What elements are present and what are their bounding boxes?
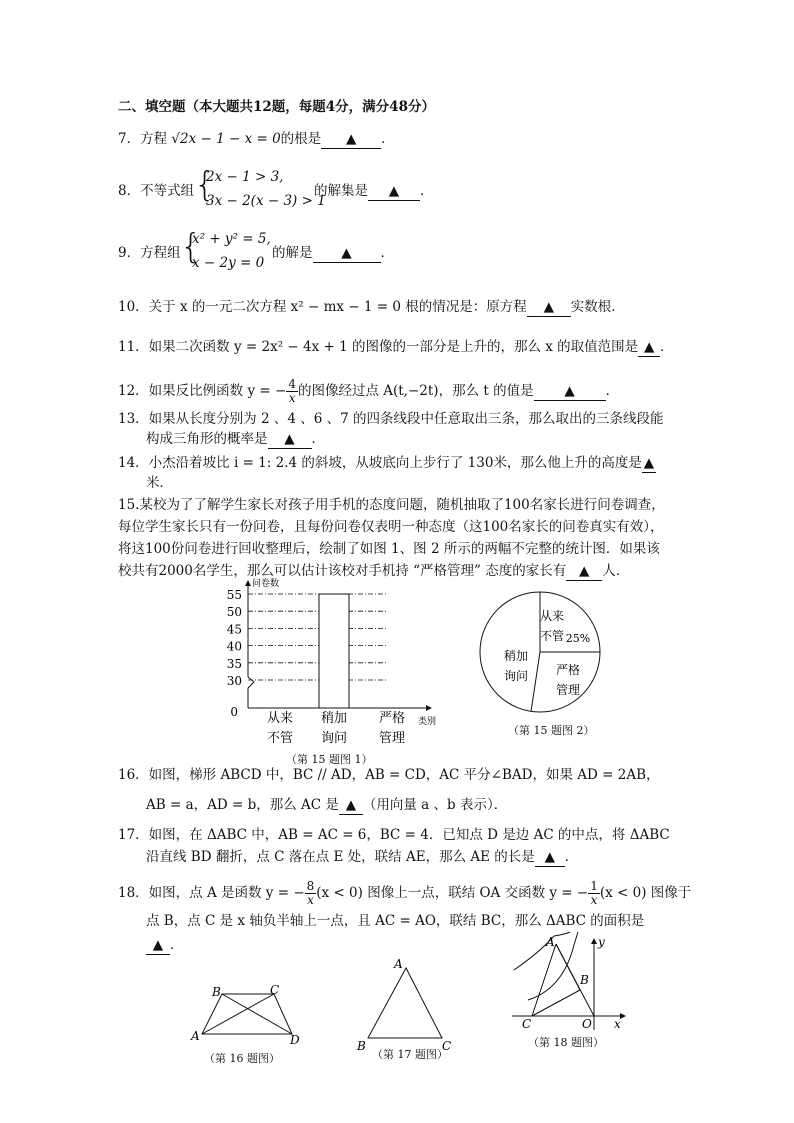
q9-brace: { bbox=[180, 227, 202, 267]
q12-frac-num: 4 bbox=[288, 377, 296, 391]
q17-line2: 沿直线 BD 翻折，点 C 落在点 E 处，联结 AE，那么 AE 的长是 ▲ ． bbox=[146, 849, 579, 865]
blank-mark: ▲ bbox=[579, 563, 590, 579]
category-label-0-0: 从来 bbox=[266, 711, 294, 726]
q9-answer-blank[interactable] bbox=[313, 244, 381, 263]
blank-mark: ▲ bbox=[345, 131, 357, 147]
tick-label-45: 45 bbox=[226, 622, 242, 637]
q12-answer-blank[interactable] bbox=[534, 382, 606, 401]
q18-fraction-2 bbox=[588, 880, 600, 907]
q18-mid: (x < 0) 图像上一点，联结 OA 交函数 y = − bbox=[316, 885, 589, 901]
slice-label-1-1: 询问 bbox=[503, 669, 529, 683]
q17-line2-text: 沿直线 BD 翻折，点 C 落在点 E 处，联结 AE，那么 AE 的长是 bbox=[146, 849, 535, 865]
x-axis-label: 类别 bbox=[418, 717, 437, 727]
label-a: A bbox=[191, 1029, 200, 1043]
fig17-caption: （第 17 题图） bbox=[372, 1048, 448, 1061]
q9-pre: 方程组 bbox=[140, 245, 181, 261]
q9-suffix: 的解是 ▲ ． bbox=[272, 245, 394, 261]
q14-line1-text: 14．小杰沿着坡比 i = 1: 2.4 的斜坡，从坡底向上步行了 130米，那么他上升的高度是 bbox=[118, 455, 642, 471]
blank-mark: ▲ bbox=[152, 937, 164, 953]
fig1-caption: （第 15 题图 1） bbox=[286, 753, 373, 766]
q9-line1: x² + y² = 5, bbox=[192, 231, 271, 247]
section-title: 二、填空题（本大题共12题，每题4分，满分48分） bbox=[118, 99, 435, 115]
bar-1 bbox=[319, 594, 349, 708]
q12-frac-den: x bbox=[288, 391, 296, 405]
q15-line2: 每位学生家长只有一份问卷，且每份问卷仅表明一种态度（这100名家长的问卷真实有效）， bbox=[118, 519, 664, 535]
slice-label-2-0: 严格 bbox=[555, 663, 581, 677]
q8-post: 的解集是 bbox=[314, 183, 368, 199]
q18-f2-num: 1 bbox=[590, 879, 598, 893]
category-label-0-1: 不管 bbox=[266, 731, 294, 746]
blank-mark: ▲ bbox=[284, 431, 295, 447]
q7-suffix: 的根是 bbox=[280, 131, 322, 147]
q8-pre: 不等式组 bbox=[140, 183, 195, 199]
category-label-2-1: 管理 bbox=[378, 731, 406, 746]
tick-label-55: 55 bbox=[226, 588, 242, 602]
blank-mark: ▲ bbox=[643, 455, 655, 471]
q14-line1 bbox=[118, 454, 656, 473]
q13-answer-blank[interactable] bbox=[268, 430, 312, 449]
q8-brace: { bbox=[194, 165, 216, 205]
q15-line4-post: 人． bbox=[602, 563, 630, 579]
trapezoid-outline bbox=[202, 994, 292, 1034]
q18-line2: 点 B，点 C 是 x 轴负半轴上一点，且 AC = AO，联结 BC，那么 ΔABC 的面积是 bbox=[146, 913, 645, 929]
q8-prefix bbox=[118, 182, 194, 200]
fig16-caption: （第 16 题图） bbox=[204, 1052, 280, 1065]
y-axis-label: 问卷数 bbox=[252, 579, 280, 589]
q15-line3: 将这100份问卷进行回收整理后，绘制了如图 1、图 2 所示的两幅不完整的统计图．如果该 bbox=[118, 541, 660, 557]
q15-line1: 15.某校为了了解学生家长对孩子用手机的态度问题，随机抽取了100名家长进行问卷调查， bbox=[118, 497, 665, 513]
q15-answer-blank[interactable] bbox=[566, 562, 602, 581]
y-axis-break bbox=[248, 677, 254, 688]
hyperbola-8-lower bbox=[554, 932, 570, 936]
q9-line2: x − 2y = 0 bbox=[192, 255, 265, 271]
q15-line4-text: 校共有2000名学生，那么可以估计该校对手机持 “严格管理” 态度的家长有 bbox=[118, 563, 567, 579]
slice-label-0-1: 不管 bbox=[539, 629, 565, 643]
q13-line1: 13．如果从长度分别为 2 、4 、6 、7 的四条线段中任意取出三条，那么取出的三条线段能 bbox=[118, 411, 664, 427]
q17-answer-blank[interactable] bbox=[535, 848, 565, 867]
label-o: O bbox=[582, 1017, 592, 1031]
segment-ab bbox=[556, 944, 580, 990]
q12-fraction bbox=[286, 378, 298, 405]
tick-label-35: 35 bbox=[226, 656, 242, 671]
y-axis-arrow bbox=[591, 938, 597, 944]
figure-16-trapezoid bbox=[188, 982, 308, 1052]
diagonal-ac bbox=[202, 994, 274, 1034]
blank-mark: ▲ bbox=[544, 849, 555, 865]
label-d: D bbox=[290, 1033, 300, 1047]
pie-chart-fig2 bbox=[478, 590, 604, 716]
tick-label-50: 50 bbox=[226, 605, 242, 620]
q11-answer-blank[interactable] bbox=[638, 338, 660, 357]
q10-text: 10．关于 x 的一元二次方程 x² − mx − 1 = 0 根的情况是：原方程 bbox=[118, 299, 527, 315]
q18-post: (x < 0) 图像于 bbox=[599, 885, 692, 901]
q12-post: 的图像经过点 A(t,−2t)，那么 t 的值是 bbox=[297, 383, 534, 399]
q8-line2: 3x − 2(x − 3) > 1 bbox=[206, 193, 326, 209]
figure-17-triangle bbox=[352, 952, 456, 1052]
q16-line2-post: （用向量 a 、b 表示）． bbox=[362, 797, 508, 813]
q7-answer-blank[interactable] bbox=[321, 130, 381, 149]
q16-line1: 16．如图，梯形 ABCD 中，BC // AD，AB = CD，AC 平分∠BAD，如果 AD = 2AB， bbox=[118, 767, 660, 783]
question-12: 12．如果反比例函数 y = − $\frac{4}{x}$ 的图像经过点 A(t,−2t)，那么 t 的值是 ▲ ． bbox=[118, 377, 620, 405]
label-y: y bbox=[598, 935, 605, 949]
bar-chart-fig1 bbox=[220, 576, 440, 754]
tick-label-0: 0 bbox=[230, 705, 238, 719]
slice-label-0-0: 从来 bbox=[539, 609, 565, 623]
q18-line1 bbox=[118, 880, 691, 907]
q10-post: 实数根． bbox=[570, 299, 625, 315]
q9-number: 9． bbox=[118, 245, 141, 261]
q13-line2-text: 构成三角形的概率是 bbox=[146, 431, 268, 447]
blank-mark: ▲ bbox=[345, 797, 357, 813]
category-label-2-0: 严格 bbox=[378, 711, 406, 726]
q9-post: 的解是 bbox=[272, 245, 313, 261]
q16-answer-blank[interactable] bbox=[339, 796, 363, 815]
fig18-caption: （第 18 题图） bbox=[528, 1036, 604, 1049]
slice-percent-label: 25% bbox=[565, 632, 591, 645]
q7-prefix: 方程 bbox=[140, 131, 168, 147]
q18-pre: 18．如图，点 A 是函数 y = − bbox=[118, 885, 305, 901]
category-label-1-0: 稍加 bbox=[320, 711, 348, 726]
q12-pre: 12．如果反比例函数 y = − bbox=[118, 383, 287, 399]
category-label-1-1: 询问 bbox=[320, 731, 348, 746]
q16-line2 bbox=[146, 796, 507, 815]
blank-mark: ▲ bbox=[564, 383, 575, 399]
question-10 bbox=[118, 298, 625, 317]
q8-line1: 2x − 1 > 3, bbox=[206, 169, 284, 185]
q17-line1: 17．如图，在 ΔABC 中，AB = AC = 6，BC = 4．已知点 D 是边 AC 的中点，将 ΔABC bbox=[118, 827, 670, 843]
figure-18-graph bbox=[510, 930, 630, 1034]
q18-line3-post: ． bbox=[170, 937, 184, 953]
blank-mark: ▲ bbox=[543, 299, 554, 315]
q7-equation: √2x − 1 − x = 0 bbox=[171, 131, 281, 147]
tick-label-40: 40 bbox=[226, 639, 242, 654]
q11-text: 11．如果二次函数 y = 2x² − 4x + 1 的图像的一部分是上升的，那么 x 的取值范围是 bbox=[118, 339, 639, 355]
tick-label-30: 30 bbox=[226, 674, 242, 688]
q10-answer-blank[interactable] bbox=[527, 298, 571, 317]
q7-number: 7． bbox=[118, 131, 141, 147]
label-b: B bbox=[580, 973, 589, 987]
blank-mark: ▲ bbox=[388, 183, 400, 199]
y-axis-arrow bbox=[245, 580, 251, 586]
label-x: x bbox=[614, 1017, 621, 1031]
label-c: C bbox=[522, 1017, 532, 1031]
q18-f1-num: 8 bbox=[306, 879, 315, 893]
question-7: 7．方程 √2x − 1 − x = 0的根是 ▲ ． bbox=[118, 131, 395, 147]
blank-mark: ▲ bbox=[643, 339, 655, 355]
q18-f1-den: x bbox=[307, 893, 314, 907]
q8-suffix: 的解集是 ▲ ． bbox=[314, 183, 434, 199]
q18-answer-blank[interactable] bbox=[146, 936, 170, 955]
q13-line2: 构成三角形的概率是 ▲ ． bbox=[146, 431, 325, 447]
q18-fraction-1 bbox=[305, 880, 317, 907]
fig2-caption: （第 15 题图 2） bbox=[508, 724, 595, 737]
q18-f2-den: x bbox=[590, 893, 598, 907]
x-axis-arrow bbox=[620, 1013, 626, 1019]
label-b: B bbox=[357, 1039, 366, 1052]
label-a: A bbox=[394, 957, 403, 971]
q18-line3 bbox=[146, 936, 184, 955]
blank-mark: ▲ bbox=[341, 245, 352, 261]
triangle-outline bbox=[368, 968, 442, 1038]
slice-label-2-1: 管理 bbox=[555, 683, 581, 697]
label-c: C bbox=[270, 983, 280, 997]
q16-line2-pre: AB = a，AD = b，那么 AC 是 bbox=[146, 797, 339, 813]
label-c: C bbox=[442, 1039, 452, 1052]
label-b: B bbox=[212, 985, 221, 999]
question-11: 11．如果二次函数 y = 2x² − 4x + 1 的图像的一部分是上升的，那么 x 的取值范围是 ▲ ． bbox=[118, 339, 674, 355]
q14-line2: 米． bbox=[146, 475, 173, 491]
q14-answer-blank[interactable] bbox=[642, 454, 656, 473]
q8-number: 8． bbox=[118, 183, 141, 199]
q9-prefix bbox=[118, 244, 181, 262]
diagonal-bd bbox=[222, 994, 292, 1034]
label-a: A bbox=[546, 935, 555, 949]
q8-answer-blank[interactable] bbox=[368, 182, 420, 201]
slice-label-1-0: 稍加 bbox=[503, 649, 529, 663]
x-axis-arrow bbox=[426, 705, 432, 711]
